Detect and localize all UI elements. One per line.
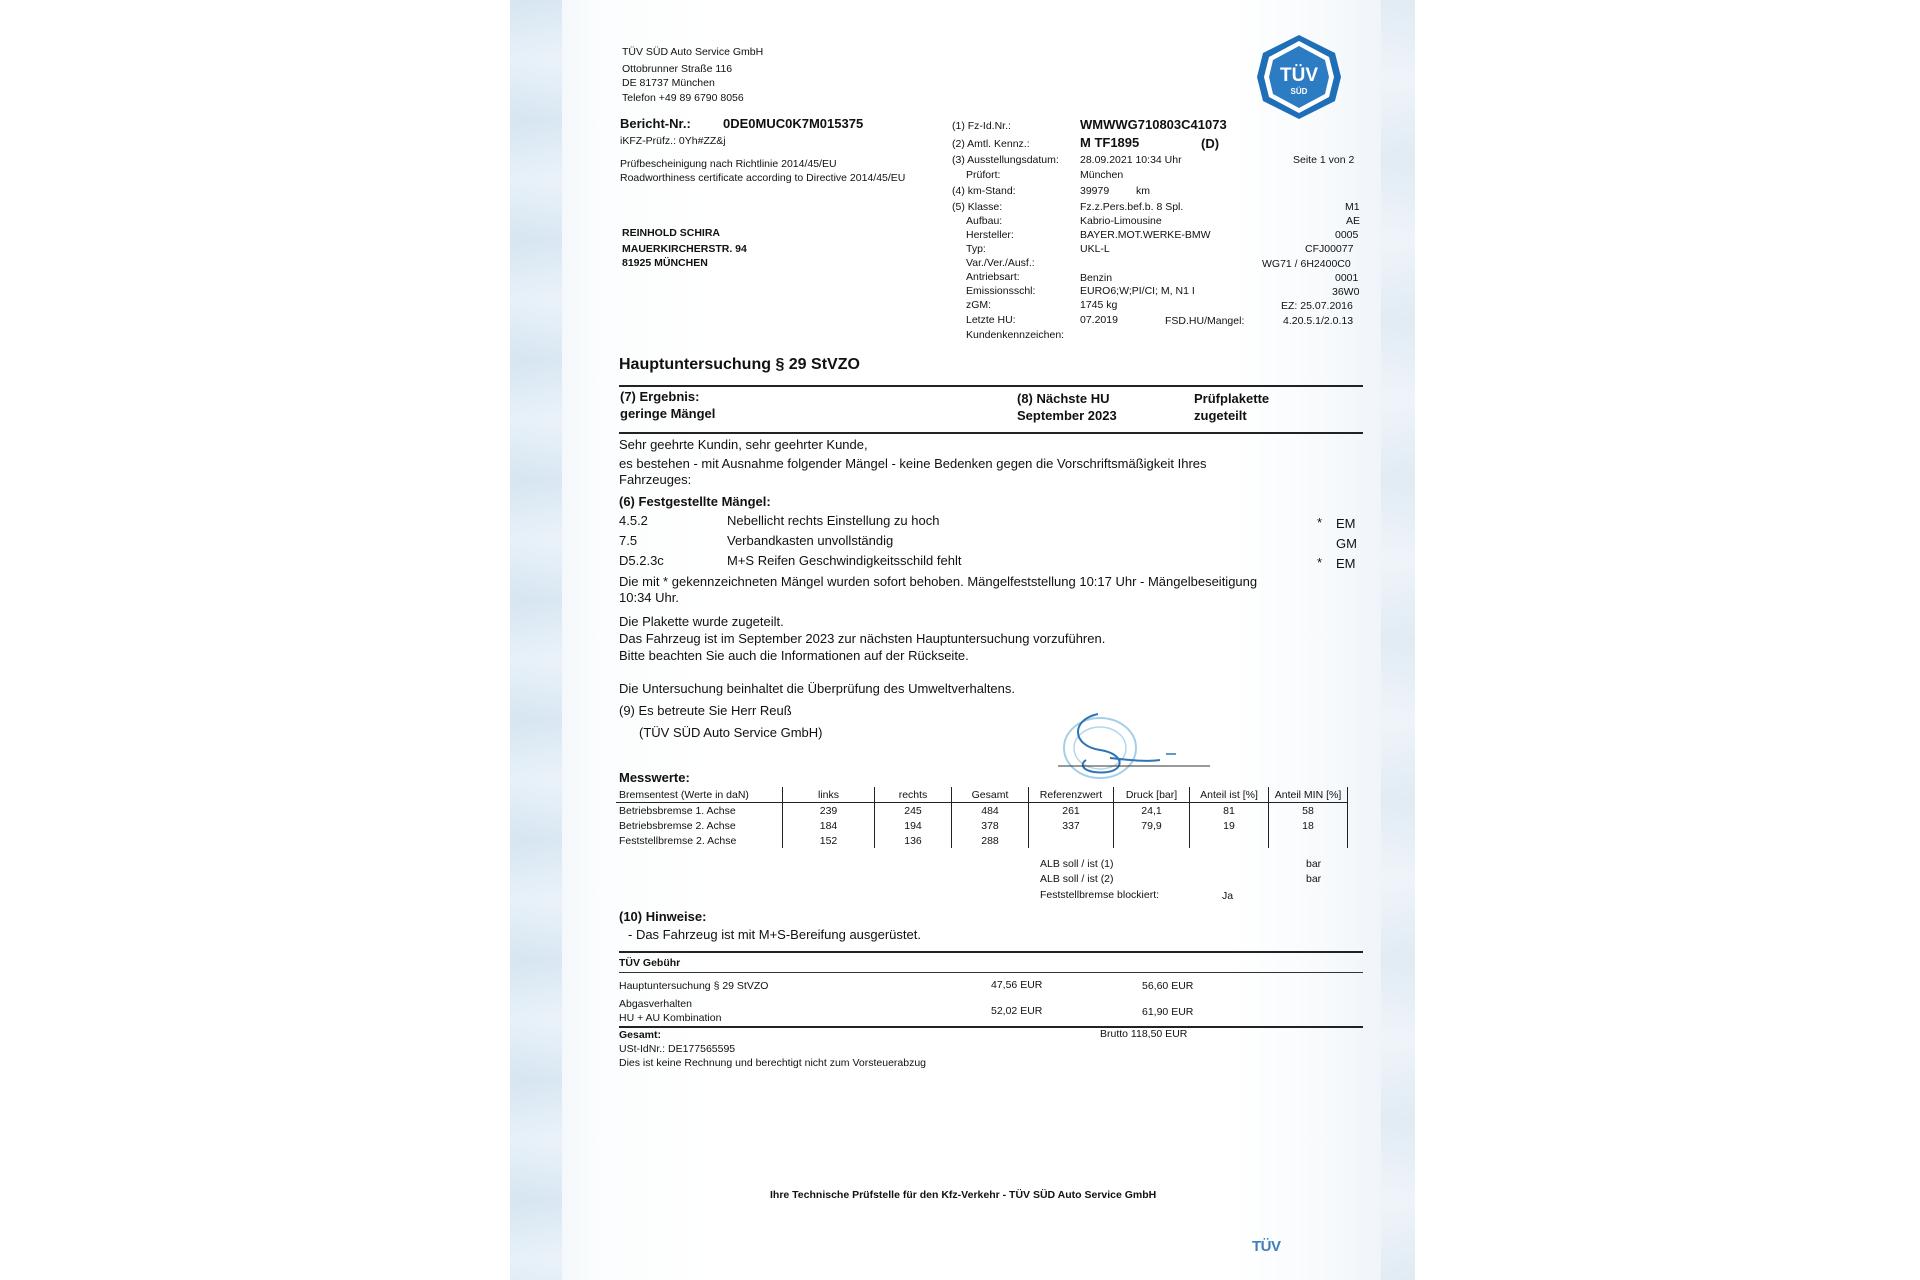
inspector-note: (9) Es betreute Sie Herr Reuß [619, 703, 792, 718]
aufbau-value: Kabrio-Limousine [1080, 215, 1162, 227]
fee-au-label-2: HU + AU Kombination [619, 1012, 722, 1024]
document-page [510, 0, 1415, 1280]
ikfz-code: iKFZ-Prüfz.: 0Yh#ZZ&j [620, 135, 726, 147]
letzte-value: 07.2019 [1080, 314, 1118, 326]
signature-stamp [1050, 706, 1210, 786]
issuer-street: Ottobrunner Straße 116 [622, 63, 733, 75]
col-header: links [783, 787, 875, 803]
table-row: Betriebsbremse 2. Achse 184 194 378 337 79,9 19 18 [616, 818, 1348, 833]
letzte-label: Letzte HU: [966, 314, 1016, 326]
col-header: Gesamt [952, 787, 1029, 803]
tuv-logo [1255, 33, 1343, 121]
alb-1-unit: bar [1306, 858, 1322, 870]
ausst-value: 28.09.2021 10:34 Uhr [1080, 154, 1182, 166]
cert-en: Roadworthiness certificate according to Directive 2014/45/EU [620, 172, 906, 184]
col-header: Referenzwert [1029, 787, 1114, 803]
invoice-note: Dies ist keine Rechnung und berechtigt nicht zum Vorsteuerabzug [619, 1057, 927, 1069]
next-hu-value: September 2023 [1017, 408, 1117, 423]
aufbau-code: AE [1346, 215, 1361, 227]
defect-code: 7.5 [619, 533, 638, 548]
fees-total: Brutto 118,50 EUR [1100, 1028, 1188, 1040]
alb-2-label: ALB soll / ist (2) [1040, 873, 1114, 885]
antrieb-value: Benzin [1080, 272, 1113, 284]
var-code: WG71 / 6H2400C0 [1262, 258, 1351, 270]
hersteller-code: 0005 [1335, 229, 1359, 241]
klasse-value: Fz.z.Pers.bef.b. 8 Spl. [1080, 201, 1184, 213]
defect-category: EM [1336, 556, 1356, 571]
hu-title: Hauptuntersuchung § 29 StVZO [619, 356, 860, 373]
emission-label: Emissionsschl: [966, 285, 1036, 297]
table-header-row [616, 787, 1348, 803]
km-label: (4) km-Stand: [952, 185, 1016, 197]
col-header: Anteil ist [%] [1190, 787, 1269, 803]
ausst-label: (3) Ausstellungsdatum: [952, 154, 1059, 166]
km-unit: km [1136, 185, 1150, 197]
col-header: Druck [bar] [1114, 787, 1190, 803]
fixed-line-1: Die mit * gekennzeichneten Mängel wurden sofort behoben. Mängelfeststellung 10:17 Uhr - Mängelbeseitigung [619, 574, 1258, 589]
kunden-label: Kundenkennzeichen: [966, 329, 1065, 341]
fee-hu-net: 47,56 EUR [991, 979, 1043, 991]
next-hu-note: Das Fahrzeug ist im September 2023 zur nächsten Hauptuntersuchung vorzuführen. [619, 631, 1106, 646]
typ-value: UKL-L [1080, 243, 1110, 255]
plakette-label: Prüfplakette [1194, 391, 1270, 406]
hersteller-value: BAYER.MOT.WERKE-BMW [1080, 229, 1211, 241]
issuer-phone: Telefon +49 89 6790 8056 [622, 92, 744, 104]
fzid-label: (1) Fz-Id.Nr.: [952, 120, 1011, 132]
defect-text: Nebellicht rechts Einstellung zu hoch [727, 513, 940, 528]
result-label: (7) Ergebnis: [620, 389, 700, 404]
kennz-value: M TF1895 [1080, 135, 1140, 150]
inspector-company: (TÜV SÜD Auto Service GmbH) [639, 725, 823, 740]
vat-id: USt-IdNr.: DE177565595 [619, 1043, 736, 1055]
klasse-code: M1 [1345, 201, 1360, 213]
plakette-value: zugeteilt [1194, 408, 1247, 423]
footer-text: Ihre Technische Prüfstelle für den Kfz-Verkehr - TÜV SÜD Auto Service GmbH [770, 1189, 1157, 1201]
antrieb-code: 0001 [1335, 272, 1359, 284]
notes-item: - Das Fahrzeug ist mit M+S-Bereifung ausgerüstet. [628, 927, 921, 942]
next-hu-label: (8) Nächste HU [1017, 391, 1110, 406]
divider [619, 951, 1363, 953]
pruefort-value: München [1080, 169, 1124, 181]
brake-test-table [616, 787, 1348, 848]
fee-hu-label: Hauptuntersuchung § 29 StVZO [619, 980, 769, 992]
backside-note: Bitte beachten Sie auch die Informationen auf der Rückseite. [619, 648, 969, 663]
km-value: 39979 [1080, 185, 1110, 197]
defect-code: 4.5.2 [619, 513, 648, 528]
typ-code: CFJ00077 [1305, 243, 1354, 255]
fixed-line-2: 10:34 Uhr. [619, 590, 679, 605]
zgm-label: zGM: [966, 299, 992, 311]
antrieb-label: Antriebsart: [966, 271, 1020, 283]
pruefort-label: Prüfort: [966, 169, 1001, 181]
col-header: Anteil MIN [%] [1269, 787, 1348, 803]
environment-note: Die Untersuchung beinhaltet die Überprüfung des Umweltverhaltens. [619, 681, 1015, 696]
fzid-value: WMWWG710803C41073 [1080, 117, 1227, 132]
defect-text: M+S Reifen Geschwindigkeitsschild fehlt [727, 553, 962, 568]
defect-star: * [1317, 555, 1323, 570]
intro-line-1: es bestehen - mit Ausnahme folgender Mängel - keine Bedenken gegen die Vorschriftsmäßigkeit Ihres [619, 456, 1207, 471]
measurements-title: Messwerte: [619, 770, 690, 785]
issuer-city: DE 81737 München [622, 77, 715, 89]
defect-category: EM [1336, 516, 1356, 531]
intro-line-2: Fahrzeuges: [619, 472, 692, 487]
cert-de: Prüfbescheinigung nach Richtlinie 2014/45/EU [620, 158, 837, 170]
table-row: Betriebsbremse 1. Achse 239 245 484 261 24,1 81 58 [616, 803, 1348, 819]
result-value: geringe Mängel [620, 406, 716, 421]
fees-title: TÜV Gebühr [619, 957, 681, 969]
klasse-label: (5) Klasse: [952, 201, 1003, 213]
fee-au-gross: 61,90 EUR [1142, 1006, 1194, 1018]
kennz-suffix: (D) [1201, 136, 1220, 151]
fee-hu-gross: 56,60 EUR [1142, 980, 1194, 992]
defect-code: D5.2.3c [619, 553, 664, 568]
col-header: Bremsentest (Werte in daN) [616, 787, 783, 803]
aufbau-label: Aufbau: [966, 215, 1003, 227]
security-stripe-right [1381, 0, 1415, 1280]
brake-blocked-value: Ja [1222, 890, 1234, 902]
page-indicator: Seite 1 von 2 [1293, 154, 1355, 166]
issuer-name: TÜV SÜD Auto Service GmbH [622, 46, 764, 58]
table-row: Feststellbremse 2. Achse 152 136 288 [616, 833, 1348, 848]
greeting: Sehr geehrte Kundin, sehr geehrter Kunde, [619, 437, 868, 452]
tuv-brand-mark: TÜV [1252, 1238, 1281, 1255]
kennz-label: (2) Amtl. Kennz.: [952, 138, 1030, 150]
divider [619, 1026, 1363, 1028]
plakette-note: Die Plakette wurde zugeteilt. [619, 614, 784, 629]
var-label: Var./Ver./Ausf.: [966, 257, 1035, 269]
defect-text: Verbandkasten unvollständig [727, 533, 894, 548]
defects-title: (6) Festgestellte Mängel: [619, 494, 771, 509]
divider [619, 385, 1363, 387]
fsd-value: 4.20.5.1/2.0.13 [1283, 315, 1354, 327]
zgm-value: 1745 kg [1080, 299, 1118, 311]
fsd-label: FSD.HU/Mangel: [1165, 315, 1245, 327]
defect-category: GM [1336, 536, 1357, 551]
alb-2-unit: bar [1306, 873, 1322, 885]
emission-value: EURO6;W;PI/CI; M, N1 I [1080, 285, 1195, 297]
alb-1-label: ALB soll / ist (1) [1040, 858, 1114, 870]
fee-au-label-1: Abgasverhalten [619, 998, 692, 1010]
security-stripe-left [510, 0, 562, 1280]
defect-star: * [1317, 515, 1323, 530]
notes-title: (10) Hinweise: [619, 909, 707, 924]
fees-total-label: Gesamt: [619, 1029, 662, 1041]
emission-code: 36W0 [1332, 286, 1360, 298]
divider [619, 972, 1363, 973]
hersteller-label: Hersteller: [966, 229, 1014, 241]
customer-city: 81925 MÜNCHEN [622, 257, 708, 269]
customer-name: REINHOLD SCHIRA [622, 227, 721, 239]
col-header: rechts [875, 787, 952, 803]
report-label: Bericht-Nr.: [620, 116, 691, 131]
logo-text: TÜV [1280, 65, 1318, 86]
fee-au-net: 52,02 EUR [991, 1005, 1043, 1017]
divider [619, 432, 1363, 434]
brake-blocked-label: Feststellbremse blockiert: [1040, 889, 1160, 901]
typ-label: Typ: [966, 243, 986, 255]
customer-street: MAUERKIRCHERSTR. 94 [622, 243, 747, 255]
report-number: 0DE0MUC0K7M015375 [723, 116, 864, 131]
logo-subtext: SÜD [1290, 87, 1308, 96]
ez-value: EZ: 25.07.2016 [1281, 300, 1353, 312]
